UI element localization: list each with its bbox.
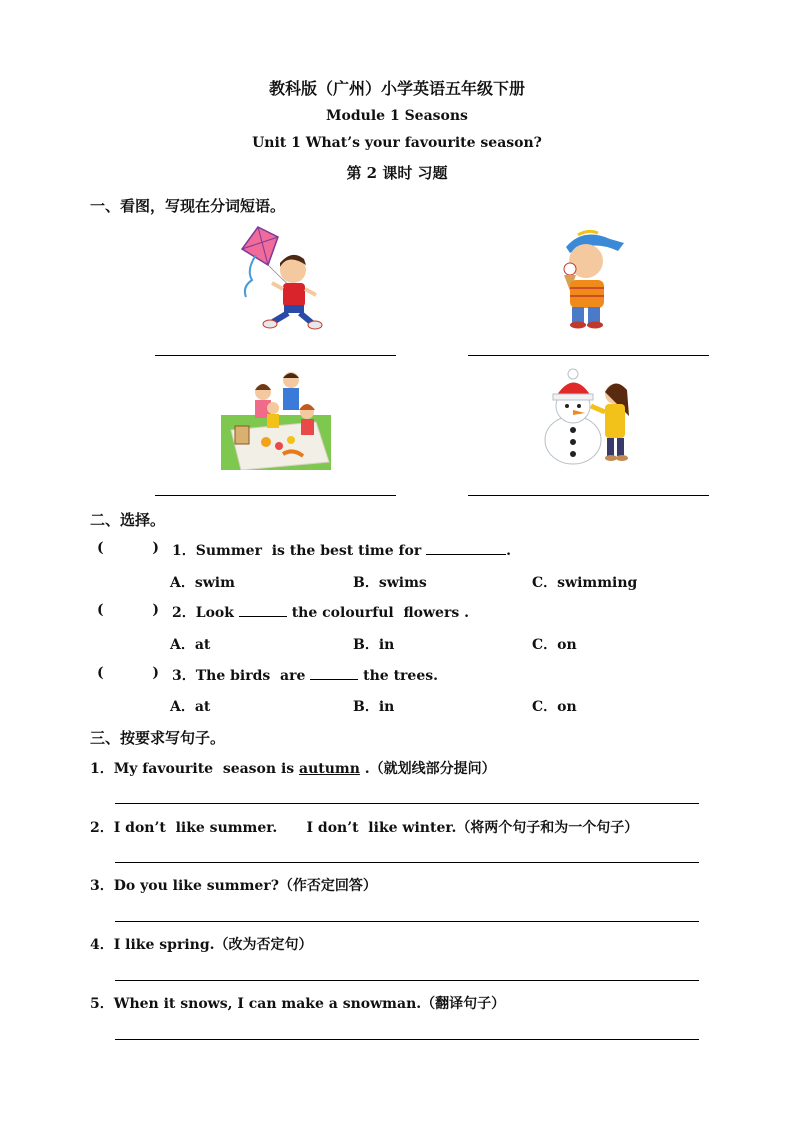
answer-parenthesis[interactable]: ( ) (97, 602, 159, 618)
item-number: 3． (90, 878, 114, 894)
item-number: 1． (90, 761, 114, 777)
question-text: Summer is the best time for (195, 543, 427, 559)
section2-heading: 二、选择。 (90, 511, 166, 529)
item-text: I don’t like summer. I don’t like winter.（将两个句子和为一个句子） (113, 820, 639, 836)
option-a[interactable]: A．at (170, 637, 211, 653)
boy-eating-ice-cream-picture (548, 225, 628, 330)
answer-parenthesis[interactable]: ( ) (97, 540, 159, 556)
option-c[interactable]: C．swimming (532, 575, 638, 591)
option-c[interactable]: C．on (532, 699, 577, 715)
item-text: My favourite season is (113, 761, 300, 777)
answer-line[interactable] (155, 495, 396, 496)
writing-line[interactable] (115, 803, 699, 804)
writing-line[interactable] (115, 921, 699, 922)
fill-blank[interactable] (310, 667, 358, 680)
item-number: 4． (90, 937, 114, 953)
writing-line[interactable] (115, 862, 699, 863)
option-a[interactable]: A．swim (170, 575, 235, 591)
page-title: 教科版（广州）小学英语五年级下册 (268, 79, 525, 98)
item-text: Do you like summer?（作否定回答） (113, 878, 377, 894)
answer-line[interactable] (468, 495, 709, 496)
boy-flying-kite-picture (228, 225, 328, 330)
underlined-word: autumn (299, 761, 360, 777)
module-title: Module 1 Seasons (326, 108, 468, 124)
item-text: When it snows, I can make a snowman.（翻译句子） (113, 996, 506, 1012)
option-b[interactable]: B．swims (353, 575, 427, 591)
writing-line[interactable] (115, 980, 699, 981)
item-instruction: .（就划线部分提问） (359, 761, 496, 777)
question-number: 3． (172, 668, 196, 684)
item-text: I like spring.（改为否定句） (113, 937, 313, 953)
question-number: 1． (172, 543, 196, 559)
item-number: 5． (90, 996, 114, 1012)
section3-heading: 三、按要求写句子。 (90, 729, 226, 747)
option-b[interactable]: B．in (353, 699, 395, 715)
question-number: 2． (172, 605, 196, 621)
item-number: 2． (90, 820, 114, 836)
fill-blank[interactable] (426, 542, 506, 555)
unit-title: Unit 1 What’s your favourite season? (252, 135, 542, 151)
girl-making-snowman-picture (535, 368, 643, 468)
answer-line[interactable] (155, 355, 396, 356)
answer-line[interactable] (468, 355, 709, 356)
option-a[interactable]: A．at (170, 699, 211, 715)
question-2 (172, 602, 469, 622)
question-3 (172, 665, 438, 685)
option-b[interactable]: B．in (353, 637, 395, 653)
question-text-end: the colourful flowers . (286, 605, 469, 621)
question-text: The birds are (195, 668, 311, 684)
option-c[interactable]: C．on (532, 637, 577, 653)
rewrite-item-5 (90, 993, 505, 1013)
rewrite-item-4 (90, 934, 313, 954)
question-text: Look (195, 605, 239, 621)
question-text-end: . (506, 543, 511, 559)
rewrite-item-2 (90, 817, 638, 837)
rewrite-item-1 (90, 758, 496, 778)
question-text-end: the trees. (358, 668, 438, 684)
question-1 (172, 540, 511, 560)
section1-heading: 一、看图，写现在分词短语。 (90, 197, 286, 215)
rewrite-item-3 (90, 875, 377, 895)
answer-parenthesis[interactable]: ( ) (97, 665, 159, 681)
family-picnic-picture (221, 370, 331, 470)
writing-line[interactable] (115, 1039, 699, 1040)
fill-blank[interactable] (239, 604, 287, 617)
lesson-title: 第 2 课时 习题 (346, 164, 448, 182)
